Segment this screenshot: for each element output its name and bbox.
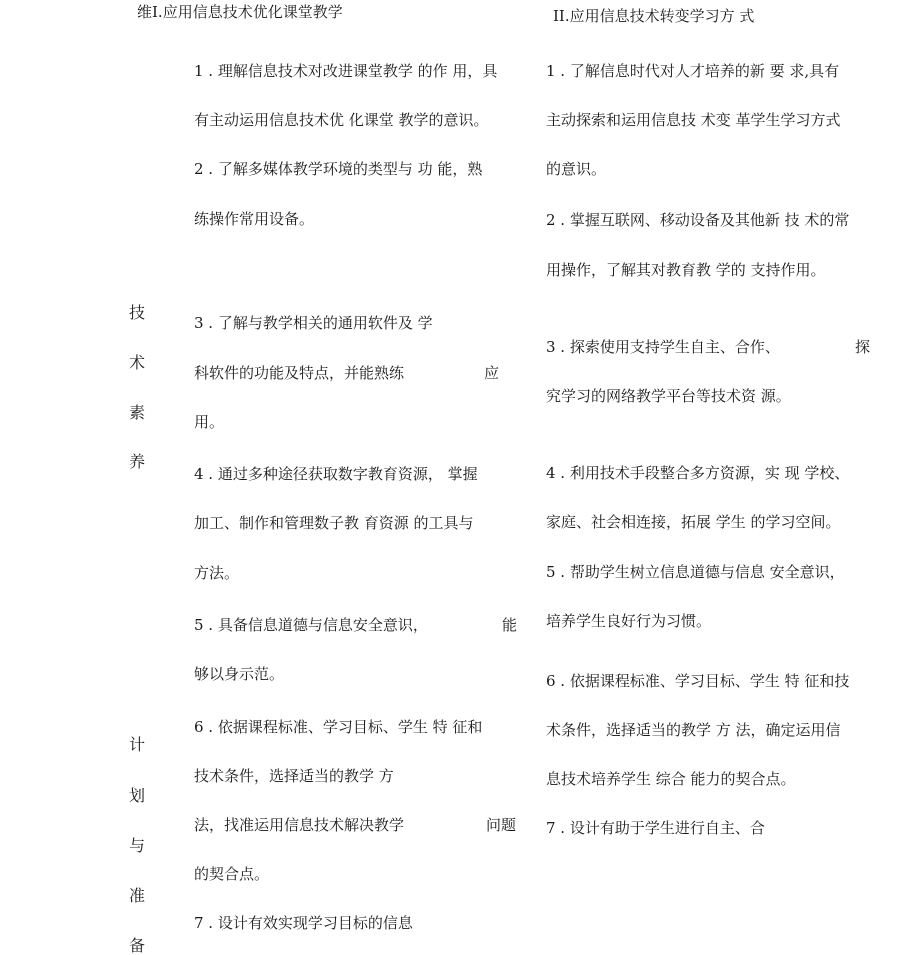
dimension-plan-char: 划 xyxy=(129,786,146,805)
col2-line: 究学习的网络教学平台等技术资 源。 xyxy=(546,387,791,405)
col1-line-fragment: 能 xyxy=(502,616,518,634)
col2-line: 培养学生良好行为习惯。 xyxy=(546,612,712,630)
col2-line: 7 . 设计有助于学生进行自主、合 xyxy=(546,819,765,837)
col1-line: 用。 xyxy=(194,413,225,431)
dimension-plan-char: 计 xyxy=(129,735,146,754)
col2-line: 术条件，选择适当的教学 方 法，确定运用信 xyxy=(546,721,841,739)
col2-line: 1 . 了解信息时代对人才培养的新 要 求,具有 xyxy=(546,62,840,80)
dimension-plan-char: 与 xyxy=(129,836,146,855)
dimension-tech-char: 技 xyxy=(129,303,146,322)
col1-line: 方法。 xyxy=(194,564,240,582)
col2-line: 3 . 探索使用支持学生自主、合作、 xyxy=(546,338,780,356)
dimension-tech-char: 养 xyxy=(129,452,146,471)
col2-line: 6 . 依据课程标准、学习目标、学生 特 征和技 xyxy=(546,672,850,690)
dimension-tech-char: 术 xyxy=(129,353,146,372)
col1-line: 技术条件，选择适当的教学 方 xyxy=(194,767,394,785)
col1-line: 7 . 设计有效实现学习目标的信息 xyxy=(194,914,413,932)
col1-line: 够以身示范。 xyxy=(194,665,285,683)
col2-line: 息技术培养学生 综合 能力的契合点。 xyxy=(546,770,796,788)
col2-line-fragment: 探 xyxy=(855,338,871,356)
col1-line: 科软件的功能及特点，并能熟练 xyxy=(194,364,405,382)
col1-line: 的契合点。 xyxy=(194,865,270,883)
col2-line: 主动探索和运用信息技 术变 革学生学习方式 xyxy=(546,111,841,129)
column-header-2: II.应用信息技术转变学习方 式 xyxy=(553,7,755,25)
col1-line: 加工、制作和管理数子教 育资源 的工具与 xyxy=(194,514,474,532)
col1-line: 3 . 了解与教学相关的通用软件及 学 xyxy=(194,314,433,332)
col1-line-fragment: 问题 xyxy=(486,816,517,834)
col2-line: 4 . 利用技术手段整合多方资源，实 现 学校、 xyxy=(546,464,850,482)
dimension-plan-char: 准 xyxy=(129,886,146,905)
col2-line: 的意识。 xyxy=(546,160,607,178)
col1-line: 4 . 通过多种途径获取数字教育资源， 掌握 xyxy=(194,465,478,483)
col1-line: 1 . 理解信息技术对改进课堂教学 的作 用，具 xyxy=(194,62,498,80)
col2-line: 家庭、社会相连接，拓展 学生 的学习空间。 xyxy=(546,513,841,531)
dimension-plan-char: 备 xyxy=(129,936,146,955)
col1-line: 2 . 了解多媒体教学环境的类型与 功 能，熟 xyxy=(194,160,483,178)
col1-line: 5 . 具备信息道德与信息安全意识， xyxy=(194,616,428,634)
col2-line: 用操作，了解其对教育教 学的 支持作用。 xyxy=(546,261,826,279)
col1-line-fragment: 应 xyxy=(484,364,500,382)
col2-line: 2 . 掌握互联网、移动设备及其他新 技 术的常 xyxy=(546,211,850,229)
col1-line: 6 . 依据课程标准、学习目标、学生 特 征和 xyxy=(194,718,483,736)
column-header-1: 维I.应用信息技术优化课堂教学 xyxy=(137,3,343,21)
col2-line: 5 . 帮助学生树立信息道德与信息 安全意识， xyxy=(546,563,845,581)
col1-line: 法，找准运用信息技术解决教学 xyxy=(194,816,405,834)
col1-line: 有主动运用信息技术优 化课堂 教学的意识。 xyxy=(194,111,489,129)
col1-line: 练操作常用设备。 xyxy=(194,210,315,228)
dimension-tech-char: 素 xyxy=(129,403,146,422)
